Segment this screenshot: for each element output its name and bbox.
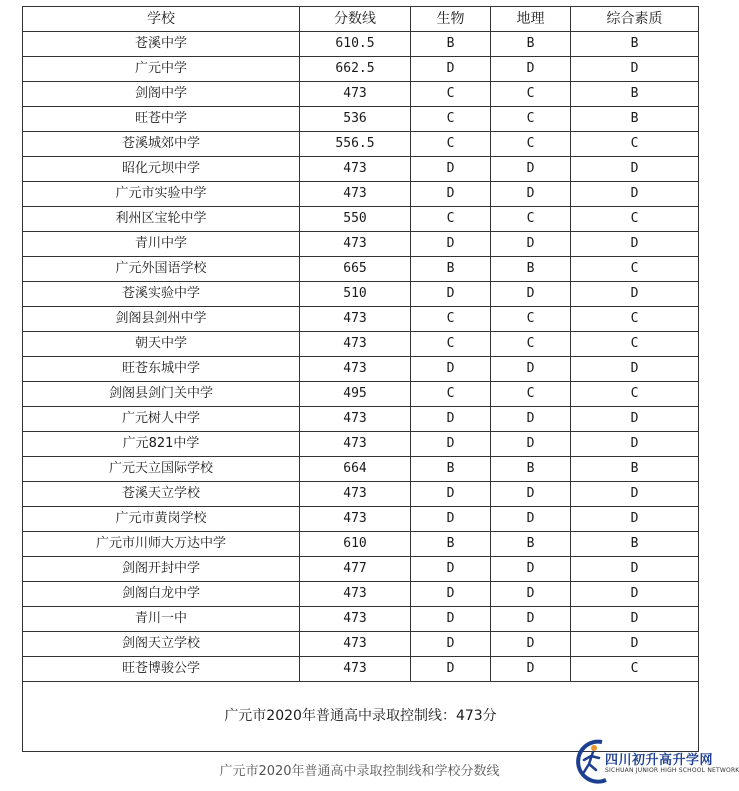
score-cell: 473 <box>300 307 411 332</box>
school-name-cell: 苍溪城郊中学 <box>23 132 300 157</box>
biology-cell: D <box>411 507 491 532</box>
quality-cell: C <box>571 207 699 232</box>
score-cell: 473 <box>300 332 411 357</box>
school-name-cell: 旺苍东城中学 <box>23 357 300 382</box>
geography-cell: D <box>491 507 571 532</box>
quality-cell: D <box>571 407 699 432</box>
geography-cell: C <box>491 307 571 332</box>
geography-cell: D <box>491 482 571 507</box>
quality-cell: D <box>571 432 699 457</box>
geography-cell: C <box>491 207 571 232</box>
geography-cell: C <box>491 107 571 132</box>
biology-cell: C <box>411 207 491 232</box>
geography-cell: B <box>491 32 571 57</box>
table-row <box>23 282 699 307</box>
table-row <box>23 482 699 507</box>
geography-cell: C <box>491 382 571 407</box>
table-row <box>23 57 699 82</box>
biology-cell: C <box>411 382 491 407</box>
table-row <box>23 382 699 407</box>
school-name-cell: 朝天中学 <box>23 332 300 357</box>
biology-cell: D <box>411 232 491 257</box>
geography-cell: D <box>491 232 571 257</box>
school-name-cell: 广元市川师大万达中学 <box>23 532 300 557</box>
logo-title: 四川初升高升学网 <box>605 753 714 768</box>
quality-cell: D <box>571 582 699 607</box>
score-cell: 473 <box>300 657 411 682</box>
geography-cell: C <box>491 332 571 357</box>
score-cell: 473 <box>300 357 411 382</box>
geography-cell: D <box>491 357 571 382</box>
table-row <box>23 582 699 607</box>
score-table <box>22 6 699 752</box>
quality-cell: D <box>571 282 699 307</box>
geography-cell: D <box>491 157 571 182</box>
image-caption: 广元市2020年普通高中录取控制线和学校分数线 <box>219 764 500 779</box>
table-row <box>23 657 699 682</box>
biology-cell: B <box>411 457 491 482</box>
score-cell: 510 <box>300 282 411 307</box>
score-cell: 610.5 <box>300 32 411 57</box>
quality-cell: D <box>571 507 699 532</box>
biology-cell: D <box>411 407 491 432</box>
score-cell: 473 <box>300 82 411 107</box>
biology-cell: D <box>411 557 491 582</box>
quality-cell: C <box>571 382 699 407</box>
school-name-cell: 剑阁白龙中学 <box>23 582 300 607</box>
table-row <box>23 532 699 557</box>
biology-cell: C <box>411 307 491 332</box>
biology-cell: C <box>411 132 491 157</box>
school-name-cell: 昭化元坝中学 <box>23 157 300 182</box>
geography-cell: B <box>491 257 571 282</box>
biology-cell: D <box>411 657 491 682</box>
school-name-cell: 广元市黄岗学校 <box>23 507 300 532</box>
table-row <box>23 632 699 657</box>
quality-cell: C <box>571 657 699 682</box>
school-name-cell: 广元市实验中学 <box>23 182 300 207</box>
geography-cell: D <box>491 282 571 307</box>
quality-cell: D <box>571 632 699 657</box>
table-row <box>23 432 699 457</box>
quality-cell: C <box>571 332 699 357</box>
geography-cell: D <box>491 582 571 607</box>
header-school: 学校 <box>23 7 300 32</box>
score-cell: 495 <box>300 382 411 407</box>
score-cell: 664 <box>300 457 411 482</box>
table-row <box>23 332 699 357</box>
biology-cell: B <box>411 532 491 557</box>
biology-cell: D <box>411 357 491 382</box>
site-watermark-logo <box>572 736 739 788</box>
school-name-cell: 广元外国语学校 <box>23 257 300 282</box>
table-row <box>23 82 699 107</box>
quality-cell: D <box>571 357 699 382</box>
geography-cell: B <box>491 457 571 482</box>
quality-cell: D <box>571 182 699 207</box>
score-cell: 473 <box>300 607 411 632</box>
quality-cell: C <box>571 257 699 282</box>
biology-cell: D <box>411 582 491 607</box>
table-row <box>23 232 699 257</box>
score-cell: 473 <box>300 507 411 532</box>
biology-cell: C <box>411 332 491 357</box>
biology-cell: D <box>411 57 491 82</box>
biology-cell: D <box>411 182 491 207</box>
school-name-cell: 剑阁中学 <box>23 82 300 107</box>
school-name-cell: 旺苍博骏公学 <box>23 657 300 682</box>
quality-cell: D <box>571 232 699 257</box>
header-biology: 生物 <box>411 7 491 32</box>
score-cell: 473 <box>300 182 411 207</box>
biology-cell: C <box>411 107 491 132</box>
biology-cell: D <box>411 282 491 307</box>
quality-cell: D <box>571 557 699 582</box>
score-cell: 665 <box>300 257 411 282</box>
geography-cell: B <box>491 532 571 557</box>
table-row <box>23 207 699 232</box>
table-row <box>23 107 699 132</box>
quality-cell: D <box>571 482 699 507</box>
score-cell: 550 <box>300 207 411 232</box>
school-name-cell: 广元树人中学 <box>23 407 300 432</box>
quality-cell: C <box>571 307 699 332</box>
table-row <box>23 32 699 57</box>
geography-cell: D <box>491 432 571 457</box>
biology-cell: D <box>411 482 491 507</box>
biology-cell: D <box>411 632 491 657</box>
table-header-row <box>23 7 699 32</box>
geography-cell: C <box>491 82 571 107</box>
score-cell: 556.5 <box>300 132 411 157</box>
table-row <box>23 132 699 157</box>
biology-cell: D <box>411 432 491 457</box>
school-name-cell: 苍溪天立学校 <box>23 482 300 507</box>
score-cell: 473 <box>300 157 411 182</box>
geography-cell: D <box>491 182 571 207</box>
quality-cell: D <box>571 607 699 632</box>
school-name-cell: 广元中学 <box>23 57 300 82</box>
school-name-cell: 苍溪中学 <box>23 32 300 57</box>
biology-cell: B <box>411 257 491 282</box>
geography-cell: C <box>491 132 571 157</box>
quality-cell: B <box>571 107 699 132</box>
school-name-cell: 青川一中 <box>23 607 300 632</box>
school-name-cell: 广元天立国际学校 <box>23 457 300 482</box>
score-cell: 473 <box>300 232 411 257</box>
biology-cell: D <box>411 157 491 182</box>
score-cell: 477 <box>300 557 411 582</box>
logo-subtitle: SICHUAN JUNIOR HIGH SCHOOL NETWORK <box>605 767 739 774</box>
table-row <box>23 457 699 482</box>
geography-cell: D <box>491 407 571 432</box>
biology-cell: D <box>411 607 491 632</box>
quality-cell: B <box>571 82 699 107</box>
geography-cell: D <box>491 632 571 657</box>
table-row <box>23 607 699 632</box>
table-body <box>23 32 699 682</box>
quality-cell: B <box>571 532 699 557</box>
table-row <box>23 257 699 282</box>
school-name-cell: 剑阁县剑门关中学 <box>23 382 300 407</box>
quality-cell: D <box>571 157 699 182</box>
score-cell: 473 <box>300 632 411 657</box>
school-name-cell: 剑阁天立学校 <box>23 632 300 657</box>
geography-cell: D <box>491 57 571 82</box>
school-name-cell: 剑阁开封中学 <box>23 557 300 582</box>
score-cell: 536 <box>300 107 411 132</box>
score-cell: 473 <box>300 582 411 607</box>
geography-cell: D <box>491 657 571 682</box>
geography-cell: D <box>491 607 571 632</box>
table-row <box>23 557 699 582</box>
school-name-cell: 广元821中学 <box>23 432 300 457</box>
school-name-cell: 剑阁县剑州中学 <box>23 307 300 332</box>
quality-cell: D <box>571 57 699 82</box>
table-row <box>23 507 699 532</box>
header-score: 分数线 <box>300 7 411 32</box>
header-quality: 综合素质 <box>571 7 699 32</box>
quality-cell: B <box>571 32 699 57</box>
score-cell: 473 <box>300 432 411 457</box>
school-name-cell: 旺苍中学 <box>23 107 300 132</box>
table-row <box>23 157 699 182</box>
biology-cell: C <box>411 82 491 107</box>
control-line-note: 广元市2020年普通高中录取控制线：473分 <box>23 682 699 752</box>
table-row <box>23 307 699 332</box>
school-name-cell: 苍溪实验中学 <box>23 282 300 307</box>
score-cell: 473 <box>300 407 411 432</box>
school-name-cell: 利州区宝轮中学 <box>23 207 300 232</box>
score-cell: 610 <box>300 532 411 557</box>
geography-cell: D <box>491 557 571 582</box>
table-row <box>23 182 699 207</box>
quality-cell: B <box>571 457 699 482</box>
score-cell: 473 <box>300 482 411 507</box>
table-row <box>23 407 699 432</box>
header-geography: 地理 <box>491 7 571 32</box>
score-cell: 662.5 <box>300 57 411 82</box>
school-name-cell: 青川中学 <box>23 232 300 257</box>
table-row <box>23 357 699 382</box>
biology-cell: B <box>411 32 491 57</box>
quality-cell: C <box>571 132 699 157</box>
